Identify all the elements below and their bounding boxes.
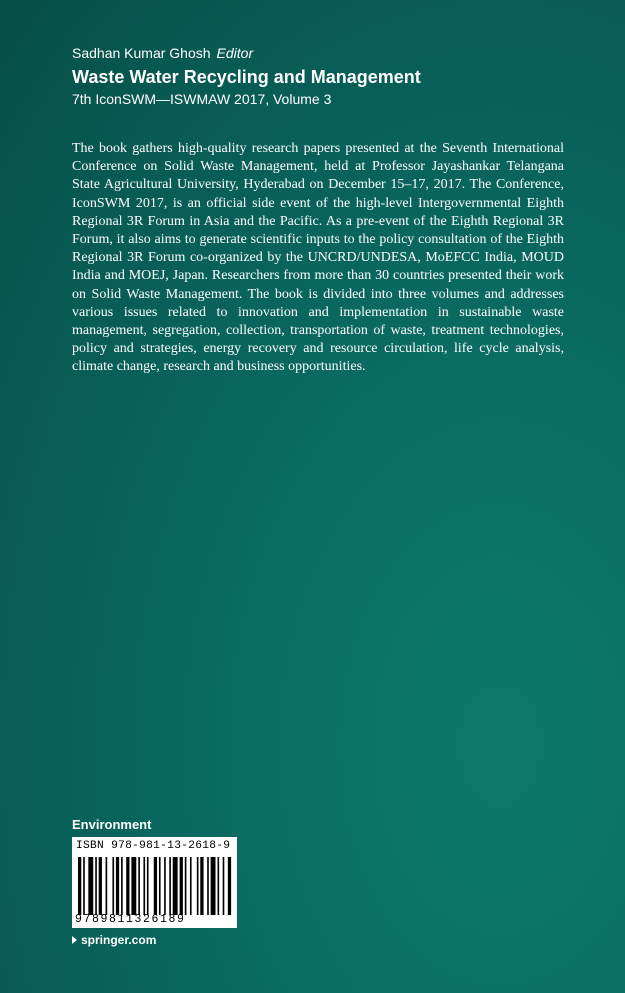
editor-role: Editor [216,45,254,61]
isbn-barcode [72,837,237,928]
arrow-right-icon [72,936,77,944]
book-title: Waste Water Recycling and Management [72,67,421,87]
barcode-digits: 9789811326189 [75,913,186,926]
editor-line [72,44,253,62]
publisher-link[interactable] [72,933,156,947]
book-description: The book gathers high-quality research papers presented at the Seventh International Conference on Solid Waste Management, held at Professor Jayashankar Telangana State Agricultural University, Hyderabad on December 15–17, 2017. The Conference, IconSWM 2017, is an official side event of the high-level Intergovernmental Eighth Regional 3R Forum in Asia and the Pacific. As a pre-event of the Eighth Regional 3R Forum, it also aims to generate scientific inputs to the policy consultation of the Eighth Regional 3R Forum co-organized by the UNCRD/UNDESA, MoEFCC India, MOUD India and MOEJ, Japan. Researchers from more than 30 countries presented their work on Solid Waste Management. The book is divided into three volumes and addresses various issues related to innovation and implementation in sustainable waste management, segregation, collection, transportation of waste, treatment technologies, policy and strategies, energy recovery and resource circulation, life cycle analysis, climate change, research and business opportunities. [72,141,564,375]
isbn-label: ISBN 978-981-13-2618-9 [76,840,231,852]
category-label: Environment [72,817,152,832]
publisher-link-text[interactable]: springer.com [81,933,157,947]
barcode-bars [78,857,233,915]
editor-name: Sadhan Kumar Ghosh [72,45,211,61]
book-subtitle: 7th IconSWM—ISWMAW 2017, Volume 3 [72,91,332,107]
